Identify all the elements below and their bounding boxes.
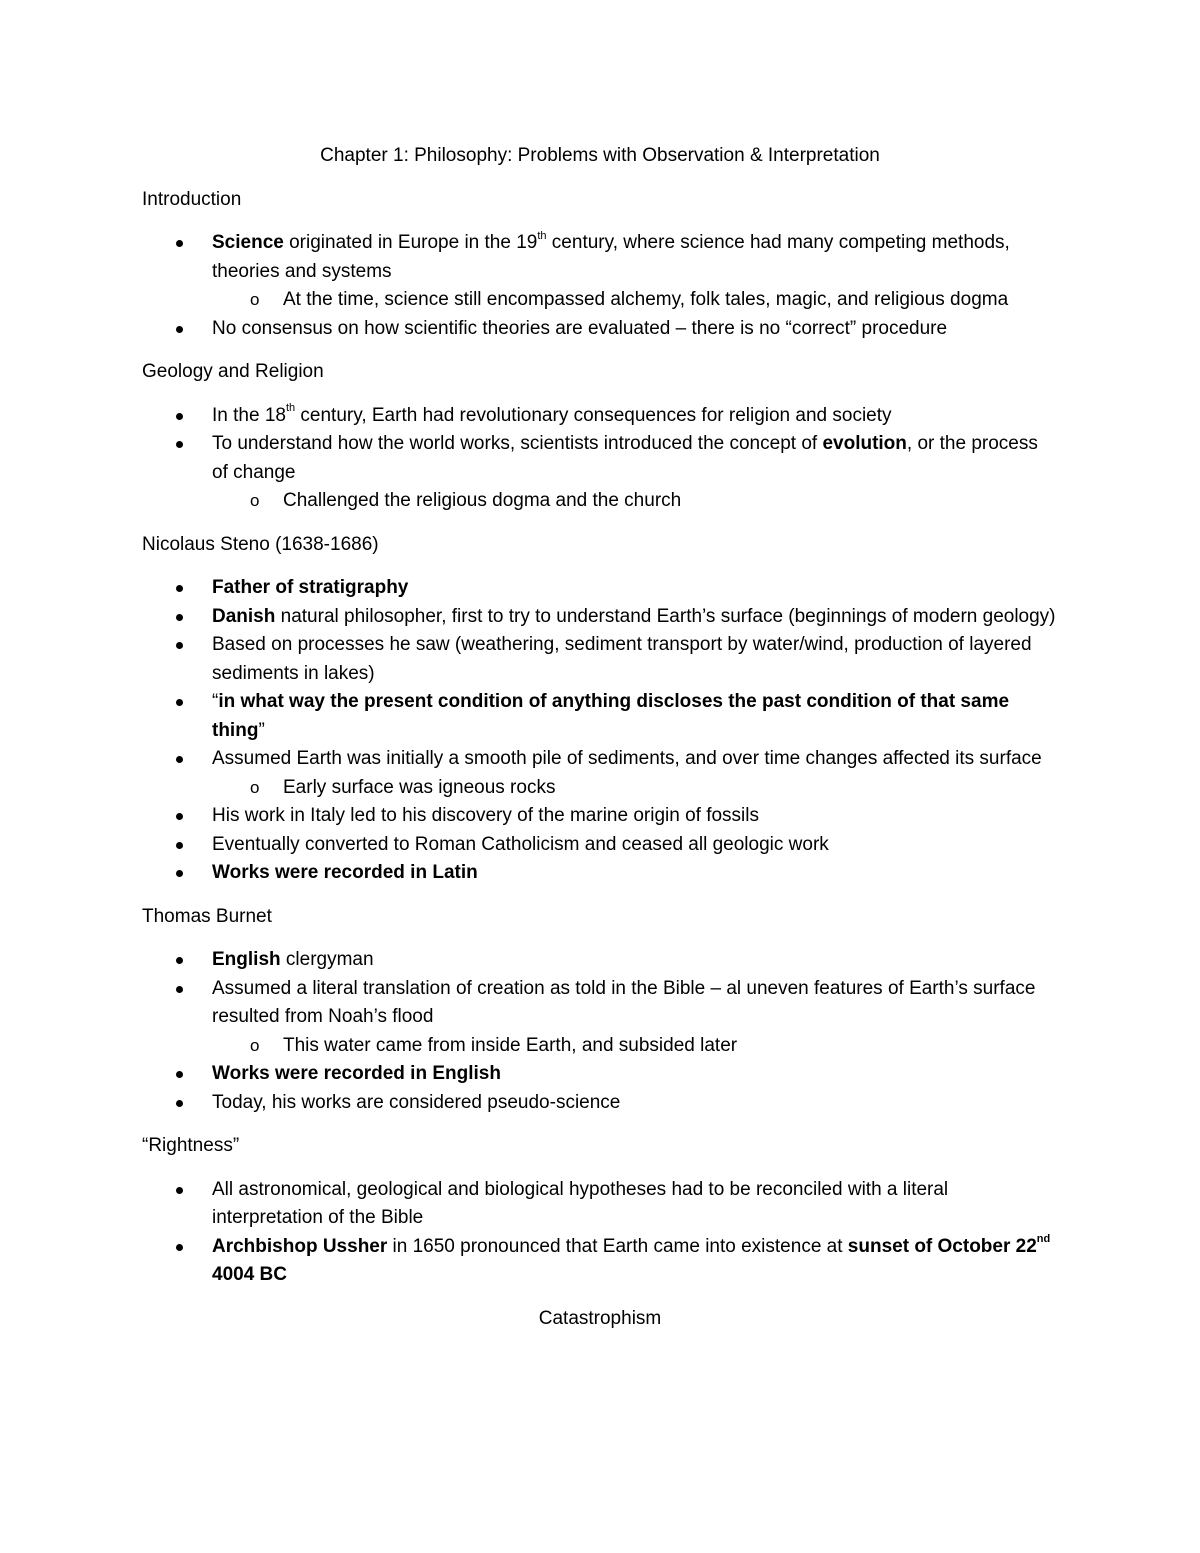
hollow-bullet-icon: o xyxy=(250,777,260,797)
bold-superscript: nd xyxy=(1036,1233,1051,1246)
bullet-dot-icon xyxy=(176,240,183,247)
bullet-dot-icon xyxy=(176,1100,183,1107)
section-heading-catastrophism: Catastrophism xyxy=(538,1307,662,1329)
hollow-bullet-icon: o xyxy=(250,290,260,309)
bullet-dot-icon xyxy=(176,1187,183,1194)
list-item xyxy=(142,831,1058,860)
text-run: in 1650 pronounced that Earth came into existence at xyxy=(387,1235,848,1257)
bold-text: 4004 BC xyxy=(212,1264,287,1285)
bullet-dot-icon xyxy=(176,813,183,820)
list-item xyxy=(142,688,1058,745)
text-run: century, where science had many competing methods, theories and systems xyxy=(212,232,1010,282)
section-heading: Nicolaus Steno (1638-1686) xyxy=(142,533,379,555)
text-run: Early surface was igneous rocks xyxy=(283,776,556,798)
text-run: natural philosopher, first to try to understand Earth’s surface (beginnings of modern geology) xyxy=(275,605,1056,627)
bullet-dot-icon xyxy=(176,614,183,621)
bullet-dot-icon xyxy=(176,441,183,448)
text-run: Assumed Earth was initially a smooth pile of sediments, and over time changes affected its surface xyxy=(212,748,1042,769)
sub-list xyxy=(212,286,1058,315)
list-item xyxy=(142,745,1058,802)
bold-text: Science xyxy=(212,232,284,253)
list-item xyxy=(142,946,1058,975)
bold-text: Father of stratigraphy xyxy=(212,577,409,598)
sub-list-item xyxy=(212,286,1058,315)
text-run: No consensus on how scientific theories are evaluated – there is no “correct” procedure xyxy=(212,317,948,339)
list-item xyxy=(142,1089,1058,1118)
sub-list xyxy=(212,774,1058,803)
text-run: To understand how the world works, scientists introduced the concept of xyxy=(212,433,823,454)
bold-text: Archbishop Ussher xyxy=(212,1235,388,1257)
superscript-wrapper xyxy=(1037,1233,1050,1245)
text-run: In the 18 xyxy=(212,404,286,426)
bullet-dot-icon xyxy=(176,842,183,849)
text-run: , or the process of change xyxy=(212,433,1038,483)
text-run: clergyman xyxy=(280,949,374,970)
list-item xyxy=(142,402,1058,431)
list-item xyxy=(142,430,1058,516)
list-item xyxy=(142,574,1058,603)
text-run: Eventually converted to Roman Catholicism and ceased all geologic work xyxy=(212,833,829,855)
bullet-dot-icon xyxy=(176,957,183,964)
bold-text: Works were recorded in Latin xyxy=(212,862,478,883)
bold-text: Danish xyxy=(212,605,276,627)
sub-list-item xyxy=(212,774,1058,803)
sections-container xyxy=(142,186,1058,1290)
bullet-dot-icon xyxy=(176,986,183,993)
page-title: Chapter 1: Philosophy: Problems with Observation & Interpretation xyxy=(320,145,880,166)
bullet-list xyxy=(142,402,1058,516)
bullet-list xyxy=(142,1176,1058,1290)
bold-text: in what way the present condition of anything discloses the past condition of that same thing xyxy=(212,691,1010,741)
hollow-bullet-icon: o xyxy=(250,1035,260,1055)
bullet-dot-icon xyxy=(176,585,183,592)
text-run: All astronomical, geological and biological hypotheses had to be reconciled with a literal interpretation of the Bible xyxy=(212,1178,949,1228)
superscript: th xyxy=(285,402,296,415)
bullet-dot-icon xyxy=(176,413,183,420)
list-item xyxy=(142,802,1058,831)
sub-list xyxy=(212,1032,1058,1061)
bullet-dot-icon xyxy=(176,642,183,649)
text-run: Based on processes he saw (weathering, sediment transport by water/wind, production of layered sediments in lakes) xyxy=(212,634,1032,684)
text-run: ” xyxy=(258,719,265,741)
list-item xyxy=(142,229,1058,315)
list-item xyxy=(142,975,1058,1061)
bullet-dot-icon xyxy=(176,326,183,333)
list-item xyxy=(142,631,1058,688)
superscript: th xyxy=(537,229,547,242)
bold-text: evolution xyxy=(822,433,907,454)
bullet-list xyxy=(142,946,1058,1117)
list-item xyxy=(142,315,1058,344)
section-heading: Introduction xyxy=(142,188,242,210)
list-item xyxy=(142,1060,1058,1089)
text-run: originated in Europe in the 19 xyxy=(283,232,538,253)
text-run: century, Earth had revolutionary consequences for religion and society xyxy=(295,404,892,426)
text-run: At the time, science still encompassed alchemy, folk tales, magic, and religious dogma xyxy=(283,289,1009,310)
bold-text: English xyxy=(212,949,281,970)
text-run: His work in Italy led to his discovery of the marine origin of fossils xyxy=(212,805,759,826)
bullet-list xyxy=(142,229,1058,343)
bullet-dot-icon xyxy=(176,756,183,763)
bullet-dot-icon xyxy=(176,870,183,877)
section-heading: Geology and Religion xyxy=(142,361,324,382)
bullet-list xyxy=(142,574,1058,888)
text-run: Today, his works are considered pseudo-science xyxy=(212,1091,621,1113)
bullet-dot-icon xyxy=(176,1244,183,1251)
list-item xyxy=(142,603,1058,632)
bullet-dot-icon xyxy=(176,1071,183,1078)
text-run: This water came from inside Earth, and subsided later xyxy=(283,1034,738,1056)
bold-text: sunset of October 22 xyxy=(847,1235,1037,1257)
text-run: “ xyxy=(212,691,219,712)
list-item xyxy=(142,1176,1058,1233)
sub-list-item xyxy=(212,487,1058,516)
bold-text: Works were recorded in English xyxy=(212,1063,501,1084)
hollow-bullet-icon: o xyxy=(250,491,260,510)
document-content xyxy=(142,142,1058,1348)
bullet-dot-icon xyxy=(176,699,183,706)
section-heading: Thomas Burnet xyxy=(142,905,272,927)
text-run: Assumed a literal translation of creation as told in the Bible – al uneven features of Earth’s surface resulted from Noah’s flood xyxy=(212,977,1036,1027)
list-item xyxy=(142,859,1058,888)
list-item xyxy=(142,1233,1058,1290)
text-run: Challenged the religious dogma and the church xyxy=(283,490,682,511)
sub-list xyxy=(212,487,1058,516)
section-heading: “Rightness” xyxy=(142,1135,240,1156)
sub-list-item xyxy=(212,1032,1058,1061)
